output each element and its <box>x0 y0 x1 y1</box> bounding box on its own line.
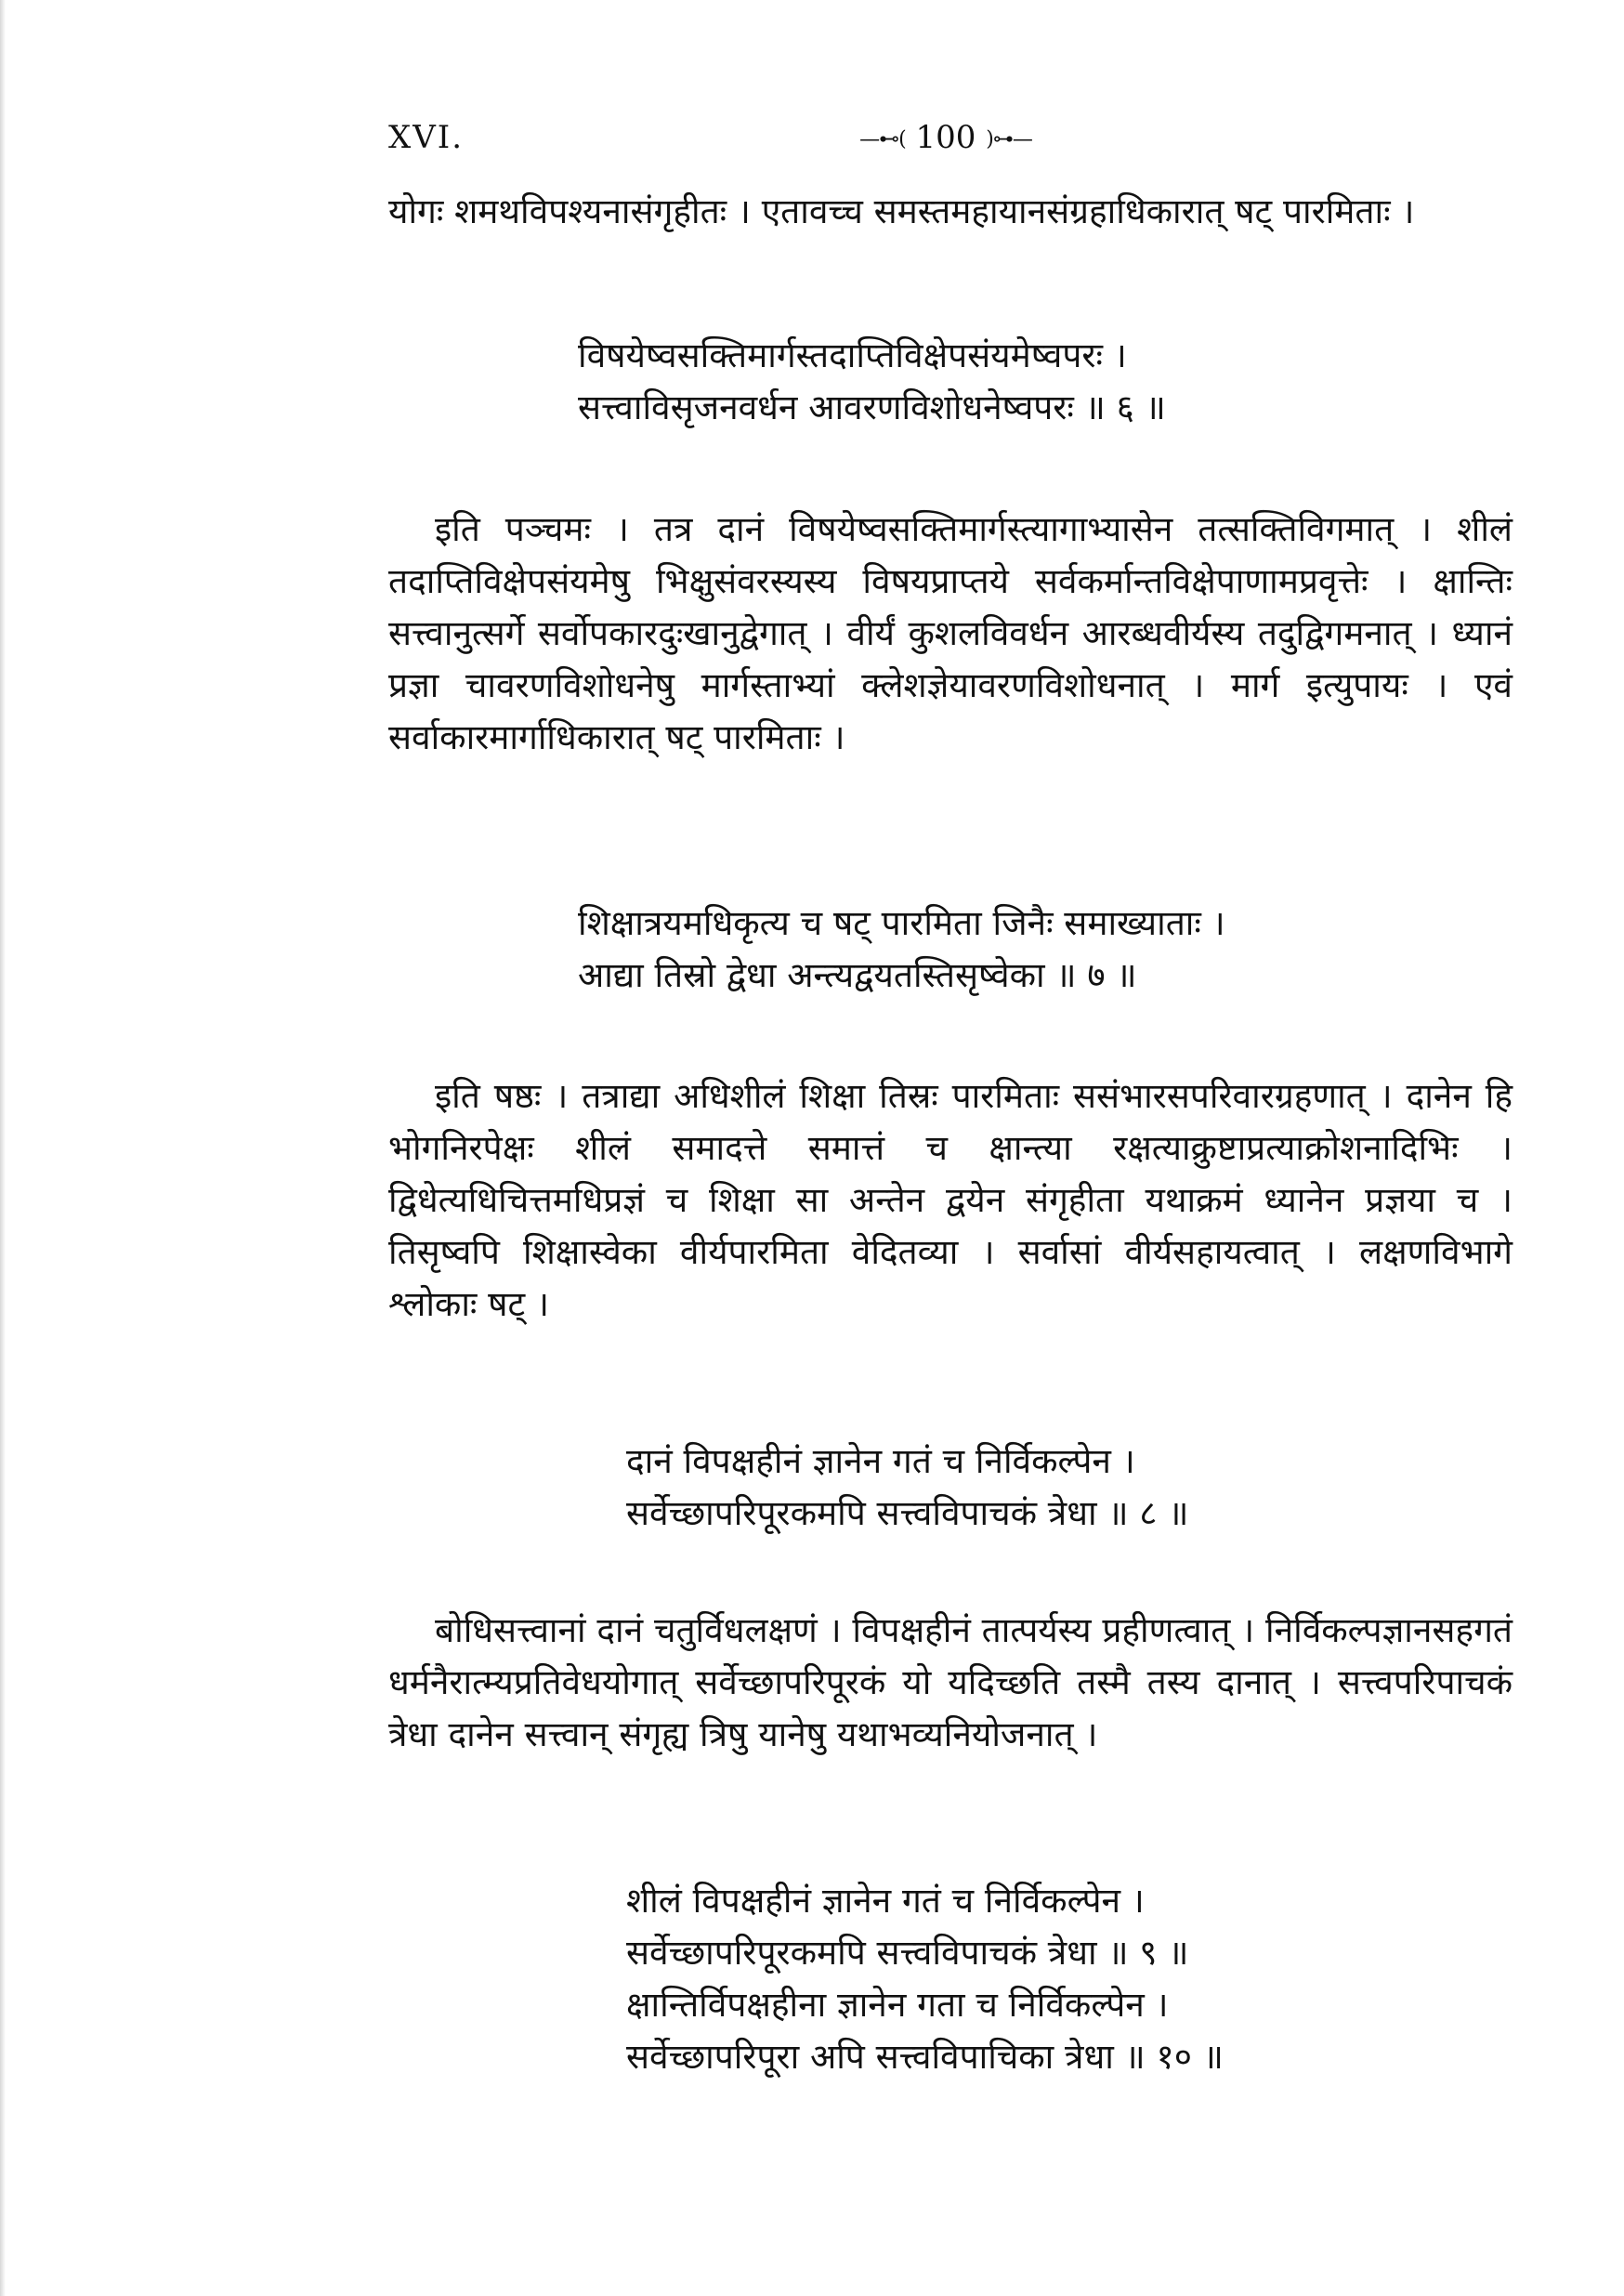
verse-8-line-1: दानं विपक्षहीनं ज्ञानेन गतं च निर्विकल्पेन । <box>626 1441 1135 1481</box>
scan-edge <box>0 0 6 2296</box>
paragraph-4: बोधिसत्त्वानां दानं चतुर्विधलक्षणं । विपक्षहीनं तात्पर्यस्य प्रहीणत्वात् । निर्विकल्पज्ञानसहगतं धर्मनैरात्म्यप्रतिवेधयोगात् सर्वेच्छापरिपूरकं यो यदिच्छति तस्मै तस्य दानात् । सत्त्वपरिपाचकं त्रेधा दानेन सत्त्वान् संगृह्य त्रिषु यानेषु यथाभव्यनियोजनात् । <box>388 1610 1513 1754</box>
paragraph-1-block <box>388 186 1513 238</box>
verse-7-line-2: आद्या तिस्रो द्वेधा अन्त्यद्वयतस्तिसृष्वेका ॥ ७ ॥ <box>578 955 1137 995</box>
verse-9-line-1: शीलं विपक्षहीनं ज्ञानेन गतं च निर्विकल्पेन । <box>626 1881 1145 1921</box>
ornament-right: )⊶— <box>986 127 1032 151</box>
verse-9-line-2: सर्वेच्छापरिपूरकमपि सत्त्वविपाचकं त्रेधा ॥ ९ ॥ <box>626 1933 1189 1973</box>
verse-6-line-2: सत्त्वाविसृजनवर्धन आवरणविशोधनेष्वपरः ॥ ६ ॥ <box>578 387 1166 427</box>
verse-10-line-1: क्षान्तिर्विपक्षहीना ज्ञानेन गता च निर्विकल्पेन । <box>626 1985 1169 2025</box>
paragraph-1: योगः शमथविपश्यनासंगृहीतः । एतावच्च समस्तमहायानसंग्रहाधिकारात् षट् पारमिताः । <box>388 191 1415 231</box>
verses-9-10 <box>626 1875 1224 2083</box>
paragraph-3: इति षष्ठः । तत्राद्या अधिशीलं शिक्षा तिस्रः पारमिताः ससंभारसपरिवारग्रहणात् । दानेन हि भोगनिरपेक्षः शीलं समादत्ते समात्तं च क्षान्त्या रक्षत्याक्रुष्टाप्रत्याक्रोशनादिभिः । द्विधेत्यधिचित्तमधिप्रज्ञं च शिक्षा सा अन्तेन द्वयेन संगृहीता यथाक्रमं ध्यानेन प्रज्ञया च । तिसृष्वपि शिक्षास्वेका वीर्यपारमिता वेदितव्या । सर्वासां वीर्यसहायत्वात् । लक्षणविभागे श्लोकाः षट् । <box>388 1076 1513 1324</box>
verse-6 <box>578 330 1166 434</box>
ornament-left: —⊷( <box>859 127 906 151</box>
verse-10-line-2: सर्वेच्छापरिपूरा अपि सत्त्वविपाचिका त्रेधा ॥ १० ॥ <box>626 2037 1224 2077</box>
paragraph-2: इति पञ्चमः । तत्र दानं विषयेष्वसक्तिमार्गस्त्यागाभ्यासेन तत्सक्तिविगमात् । शीलं तदाप्तिविक्षेपसंयमेषु भिक्षुसंवरस्यस्य विषयप्राप्तये सर्वकर्मान्तविक्षेपाणामप्रवृत्तेः । क्षान्तिः सत्त्वानुत्सर्गे सर्वोपकारदुःखानुद्वेगात् । वीर्यं कुशलविवर्धन आरब्धवीर्यस्य तदुद्विगमनात् । ध्यानं प्रज्ञा चावरणविशोधनेषु मार्गस्ताभ्यां क्लेशज्ञेयावरणविशोधनात् । मार्ग इत्युपायः । एवं सर्वाकारमार्गाधिकारात् षट् पारमिताः । <box>388 509 1513 757</box>
paragraph-3-block <box>388 1070 1513 1331</box>
page-number-line <box>806 119 1085 156</box>
page-number: 100 <box>915 119 976 156</box>
verse-7 <box>578 898 1225 1002</box>
verse-8-line-2: सर्वेच्छापरिपूरकमपि सत्त्वविपाचकं त्रेधा ॥ ८ ॥ <box>626 1493 1189 1533</box>
verse-8 <box>626 1436 1188 1540</box>
section-number: XVI. <box>388 119 464 156</box>
verse-6-line-1: विषयेष्वसक्तिमार्गस्तदाप्तिविक्षेपसंयमेष्वपरः । <box>578 335 1127 375</box>
verse-7-line-1: शिक्षात्रयमधिकृत्य च षट् पारमिता जिनैः समाख्याताः । <box>578 903 1225 943</box>
paragraph-4-block <box>388 1605 1513 1761</box>
page-header <box>388 119 1513 165</box>
paragraph-2-block <box>388 504 1513 764</box>
